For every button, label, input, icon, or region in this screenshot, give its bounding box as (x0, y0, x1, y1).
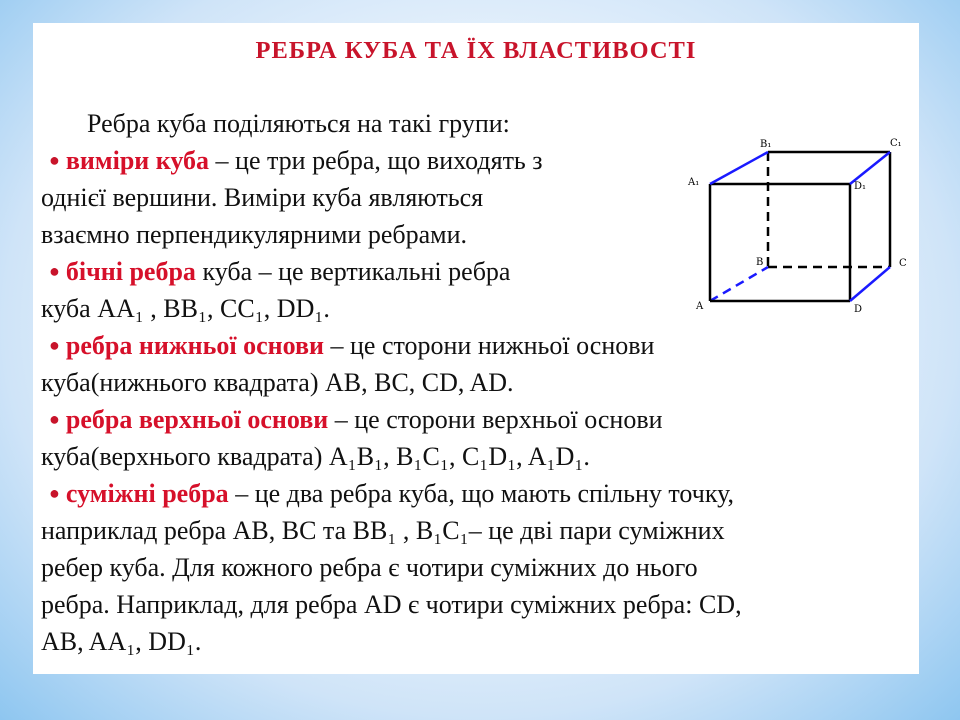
bullet-icon: ● (49, 261, 60, 281)
cube-diagram (678, 133, 918, 333)
body-text: Ребра куба поділяються на такі групи: ● виміри куба – це три ребра, що виходять з однієї вершини. Виміри куба являються взаємно перпендикулярними ребрами. ● бічні ребра куба – це вертикальні ребра куба AA₁ , BB₁, CC₁, DD₁. ● ребра нижньої основи – це сторони нижньої основи куба(нижнього квадрата) AB, BC, CD, AD. ● ребра верхньої основи – це сторони верхньої основи куба(верхнього квадрата) A₁B₁, B₁C₁, C₁D₁, A₁D₁. ● суміжні ребра – це два ребра куба, що мають спільну точку, наприклад ребра AB, BC та BB₁ , B₁C₁– це дві пари суміжних ребер куба. Для кожного ребра є чотири суміжних до нього ребра. Наприклад, для ребра AD є чотири суміжних ребра: CD, AB, AA₁, DD₁. (41, 105, 911, 660)
edge-C1D1 (850, 152, 890, 184)
vertex-label-C1: C₁ (890, 138, 902, 149)
vertex-label-C: C (899, 258, 907, 269)
section-dimensions: ● виміри куба – це три ребра, що виходять з (49, 146, 543, 175)
term-bottom-edges: ребра нижньої основи (65, 331, 324, 360)
bullet-icon: ● (49, 150, 60, 170)
vertex-label-B: B (756, 257, 764, 268)
bullet-icon: ● (49, 409, 60, 429)
vertex-label-A: A (696, 301, 704, 312)
vertex-label-B1: B₁ (760, 139, 772, 150)
section-bottom-edges: ● ребра нижньої основи – це сторони нижньої основи (49, 331, 655, 360)
term-lateral-edges: бічні ребра (65, 257, 196, 286)
edge-CD (850, 267, 890, 301)
section-adjacent-edges: ● суміжні ребра – це два ребра куба, що мають спільну точку, (49, 479, 734, 508)
edge-AB (710, 267, 768, 301)
edge-A1B1 (710, 152, 768, 184)
vertex-label-D: D (854, 304, 863, 315)
bullet-icon: ● (49, 335, 60, 355)
section-lateral-edges: ● бічні ребра куба – це вертикальні ребра (49, 257, 511, 286)
term-adjacent-edges: суміжні ребра (65, 479, 229, 508)
term-top-edges: ребра верхньої основи (65, 405, 329, 434)
slide (33, 23, 919, 674)
intro-line: Ребра куба поділяються на такі групи: (87, 109, 510, 138)
section-top-edges: ● ребра верхньої основи – це сторони верхньої основи (49, 405, 663, 434)
vertex-label-D1: D₁ (854, 181, 867, 192)
slide-title: РЕБРА КУБА ТА ЇХ ВЛАСТИВОСТІ (255, 37, 697, 64)
bullet-icon: ● (49, 483, 60, 503)
vertex-label-A1: A₁ (688, 177, 700, 188)
term-dimensions: виміри куба (65, 146, 210, 175)
